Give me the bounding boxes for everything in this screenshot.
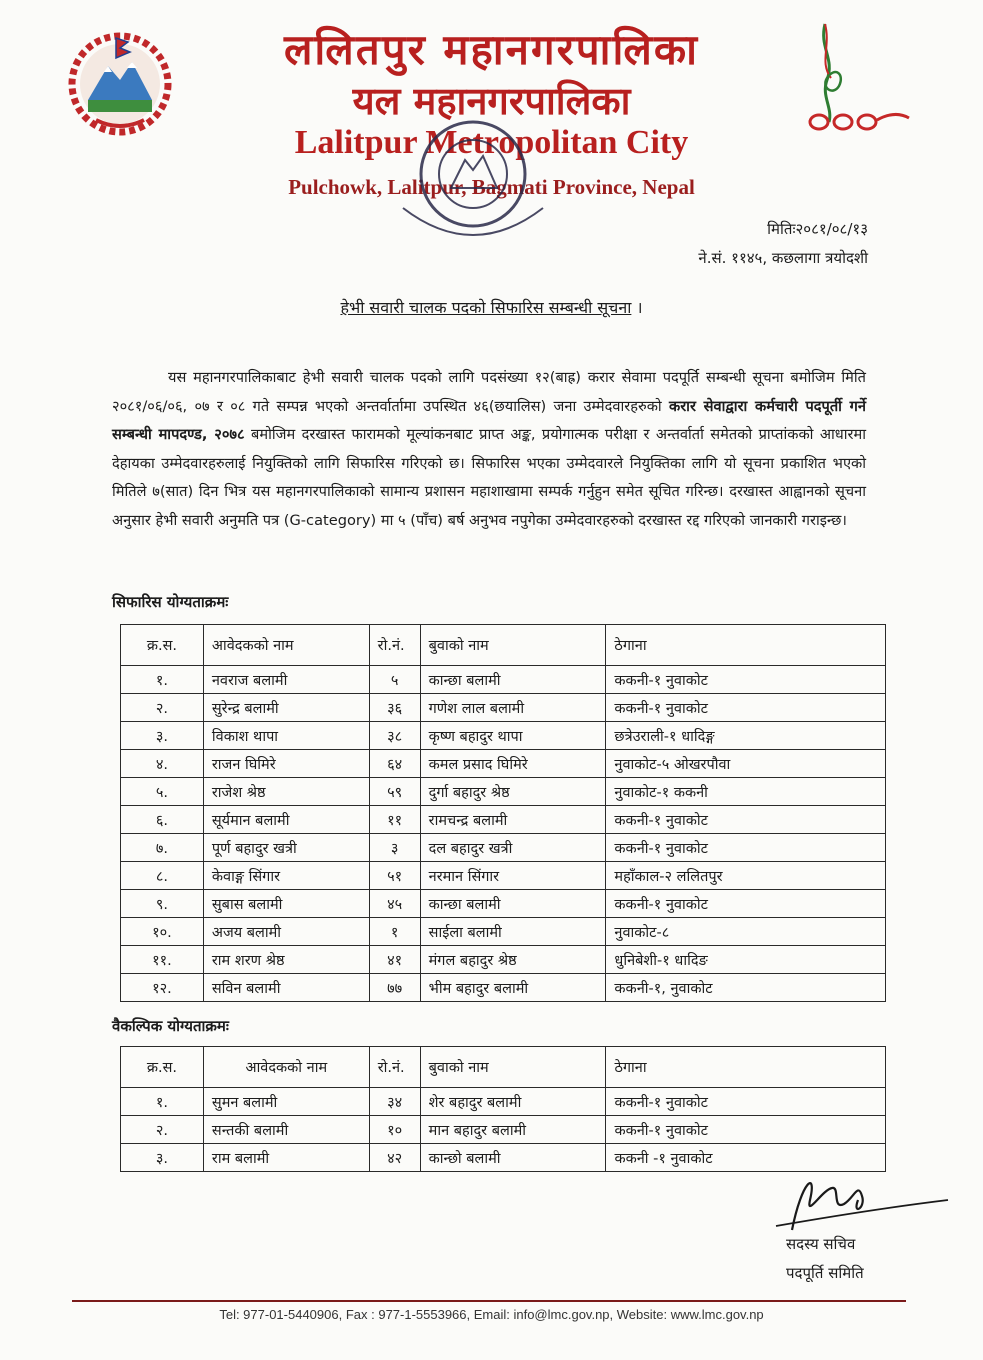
serial-cell: ३. <box>121 1144 204 1172</box>
father-name-cell: कान्छो बलामी <box>420 1144 606 1172</box>
table-row <box>121 750 886 778</box>
notice-subject-text: हेभी सवारी चालक पदको सिफारिस सम्बन्धी सूचना <box>340 298 632 317</box>
table-row <box>121 806 886 834</box>
footer-divider <box>72 1300 906 1302</box>
roll-number-cell: ५ <box>369 666 420 694</box>
father-name-cell: भीम बहादुर बलामी <box>420 974 606 1002</box>
address-cell: छत्रेउराली-१ धादिङ्ग <box>606 722 886 750</box>
roll-number-cell: ११ <box>369 806 420 834</box>
roll-number-cell: ३६ <box>369 694 420 722</box>
address-cell: धुनिबेशी-१ धादिङ <box>606 946 886 974</box>
table-row <box>121 974 886 1002</box>
column-header: बुवाको नाम <box>420 625 606 666</box>
table-row <box>121 862 886 890</box>
column-header: आवेदकको नाम <box>203 1047 369 1088</box>
column-header: ठेगाना <box>606 625 886 666</box>
footer-contact: Tel: 977-01-5440906, Fax : 977-1-5553966, Email: info@lmc.gov.np, Website: www.lmc.gov.np <box>219 1307 764 1322</box>
address-cell: नुवाकोट-१ ककनी <box>606 778 886 806</box>
column-header: रो.नं. <box>369 1047 420 1088</box>
address-cell: ककनी-१ नुवाकोट <box>606 1116 886 1144</box>
table-row <box>121 946 886 974</box>
roll-number-cell: ३४ <box>369 1088 420 1116</box>
father-name-cell: कान्छा बलामी <box>420 666 606 694</box>
father-name-cell: रामचन्द्र बलामी <box>420 806 606 834</box>
table-row <box>121 694 886 722</box>
serial-cell: ४. <box>121 750 204 778</box>
serial-cell: १२. <box>121 974 204 1002</box>
applicant-name-cell: राजन घिमिरे <box>203 750 369 778</box>
lmc-logo-icon <box>805 18 917 136</box>
column-header: क्र.स. <box>121 625 204 666</box>
serial-cell: ५. <box>121 778 204 806</box>
merit-table <box>120 624 886 1002</box>
address-cell: ककनी-१, नुवाकोट <box>606 974 886 1002</box>
office-address: Pulchowk, Lalitpur, Bagmati Province, Nepal <box>288 175 695 199</box>
roll-number-cell: ३ <box>369 834 420 862</box>
merit-list-label: सिफारिस योग्यताक्रमः <box>112 593 229 611</box>
serial-cell: ७. <box>121 834 204 862</box>
column-header: बुवाको नाम <box>420 1047 606 1088</box>
roll-number-cell: १० <box>369 1116 420 1144</box>
column-header: क्र.स. <box>121 1047 204 1088</box>
applicant-name-cell: नवराज बलामी <box>203 666 369 694</box>
address-cell: ककनी-१ नुवाकोट <box>606 1088 886 1116</box>
father-name-cell: गणेश लाल बलामी <box>420 694 606 722</box>
father-name-cell: मंगल बहादुर श्रेष्ठ <box>420 946 606 974</box>
table-header-row <box>121 1047 886 1088</box>
notice-subject <box>0 296 983 318</box>
applicant-name-cell: पूर्ण बहादुर खत्री <box>203 834 369 862</box>
father-name-cell: मान बहादुर बलामी <box>420 1116 606 1144</box>
table-row <box>121 666 886 694</box>
father-name-cell: नरमान सिंगार <box>420 862 606 890</box>
applicant-name-cell: सुरेन्द्र बलामी <box>203 694 369 722</box>
notice-body <box>112 364 866 536</box>
roll-number-cell: १ <box>369 918 420 946</box>
applicant-name-cell: सुमन बलामी <box>203 1088 369 1116</box>
serial-cell: २. <box>121 694 204 722</box>
applicant-name-cell: सविन बलामी <box>203 974 369 1002</box>
roll-number-cell: ६४ <box>369 750 420 778</box>
table-row <box>121 1088 886 1116</box>
address-cell: ककनी -१ नुवाकोट <box>606 1144 886 1172</box>
serial-cell: ८. <box>121 862 204 890</box>
table-row <box>121 778 886 806</box>
table-row <box>121 918 886 946</box>
address-cell: महाँकाल-२ ललितपुर <box>606 862 886 890</box>
address-cell: ककनी-१ नुवाकोट <box>606 890 886 918</box>
notice-subject-suffix: । <box>636 298 643 317</box>
table-row <box>121 722 886 750</box>
notice-body-part2: बमोजिम दरखास्त फारामको मूल्यांकनबाट प्राप्त अङ्क, प्रयोगात्मक परीक्षा र अन्तर्वार्ता समेतको प्राप्तांकको आधारमा देहायका उम्मेदवारहरुलाई नियुक्तिको लागि सिफारिस गरिएको छ। सिफारिस भएका उम्मेदवारले नियुक्तिका लागि यो सूचना प्रकाशित भएको मितिले ७(सात) दिन भित्र यस महानगरपालिकाको सामान्य प्रशासन महाशाखामा सम्पर्क गर्नुहुन समेत सूचित गरिन्छ। दरखास्त आह्वानको सूचना अनुसार हेभी सवारी अनुमति पत्र (G-category) मा ५ (पाँच) बर्ष अनुभव नपुगेका उम्मेदवारहरुको दरखास्त रद्द गरिएको जानकारी गराइन्छ। <box>112 426 867 529</box>
applicant-name-cell: सन्तकी बलामी <box>203 1116 369 1144</box>
date-nepal-sambat: ने.सं. ११४५, कछलागा त्रयोदशी <box>698 249 868 267</box>
office-title-newari: यल महानगरपालिका <box>352 79 631 123</box>
alternate-table <box>120 1046 886 1172</box>
father-name-cell: कमल प्रसाद घिमिरे <box>420 750 606 778</box>
column-header: आवेदकको नाम <box>203 625 369 666</box>
address-cell: ककनी-१ नुवाकोट <box>606 834 886 862</box>
applicant-name-cell: राम बलामी <box>203 1144 369 1172</box>
applicant-name-cell: राजेश श्रेष्ठ <box>203 778 369 806</box>
table-row <box>121 890 886 918</box>
applicant-name-cell: अजय बलामी <box>203 918 369 946</box>
column-header: ठेगाना <box>606 1047 886 1088</box>
signatory-committee: पदपूर्ति समिति <box>786 1264 864 1282</box>
serial-cell: ११. <box>121 946 204 974</box>
signatory-title: सदस्य सचिव <box>786 1235 856 1253</box>
serial-cell: ३. <box>121 722 204 750</box>
father-name-cell: दुर्गा बहादुर श्रेष्ठ <box>420 778 606 806</box>
address-cell: ककनी-१ नुवाकोट <box>606 666 886 694</box>
notice-body-part1: यस महानगरपालिकाबाट हेभी सवारी चालक पदको लागि पदसंख्या १२(बाह्र) करार सेवामा पदपूर्ति सम्बन्धी सूचना बमोजिम मिति २०८१/०६/०६, ०७ र ०८ गते सम्पन्न भएको अन्तर्वार्तामा उपस्थित ४६(छयालिस) जना उम्मेदवारहरुको <box>112 369 866 415</box>
date-bs: मितिः२०८१/०८/१३ <box>767 220 868 238</box>
applicant-name-cell: राम शरण श्रेष्ठ <box>203 946 369 974</box>
serial-cell: २. <box>121 1116 204 1144</box>
roll-number-cell: ४५ <box>369 890 420 918</box>
applicant-name-cell: सूर्यमान बलामी <box>203 806 369 834</box>
column-header: रो.नं. <box>369 625 420 666</box>
roll-number-cell: ४२ <box>369 1144 420 1172</box>
alternate-list-label: वैकल्पिक योग्यताक्रमः <box>112 1017 229 1035</box>
serial-cell: ९. <box>121 890 204 918</box>
notice-body-bold: करार सेवाद्वारा कर्मचारी पदपूर्ती गर्ने सम्बन्धी मापदण्ड, २०७८ <box>112 397 866 444</box>
office-title-nepali: ललितपुर महानगरपालिका <box>283 25 700 74</box>
serial-cell: १०. <box>121 918 204 946</box>
table-row <box>121 1116 886 1144</box>
serial-cell: १. <box>121 666 204 694</box>
address-cell: नुवाकोट-८ <box>606 918 886 946</box>
address-cell: नुवाकोट-५ ओखरपौवा <box>606 750 886 778</box>
father-name-cell: साईला बलामी <box>420 918 606 946</box>
father-name-cell: कान्छा बलामी <box>420 890 606 918</box>
applicant-name-cell: केवाङ्ग सिंगार <box>203 862 369 890</box>
roll-number-cell: ७७ <box>369 974 420 1002</box>
table-row <box>121 834 886 862</box>
applicant-name-cell: सुबास बलामी <box>203 890 369 918</box>
serial-cell: ६. <box>121 806 204 834</box>
table-header-row <box>121 625 886 666</box>
roll-number-cell: ३८ <box>369 722 420 750</box>
roll-number-cell: ४१ <box>369 946 420 974</box>
roll-number-cell: ५१ <box>369 862 420 890</box>
roll-number-cell: ५९ <box>369 778 420 806</box>
office-stamp-icon <box>393 112 553 262</box>
address-cell: ककनी-१ नुवाकोट <box>606 694 886 722</box>
address-cell: ककनी-१ नुवाकोट <box>606 806 886 834</box>
father-name-cell: कृष्ण बहादुर थापा <box>420 722 606 750</box>
father-name-cell: दल बहादुर खत्री <box>420 834 606 862</box>
serial-cell: १. <box>121 1088 204 1116</box>
father-name-cell: शेर बहादुर बलामी <box>420 1088 606 1116</box>
applicant-name-cell: विकाश थापा <box>203 722 369 750</box>
office-title-english: Lalitpur Metropolitan City <box>294 124 689 161</box>
